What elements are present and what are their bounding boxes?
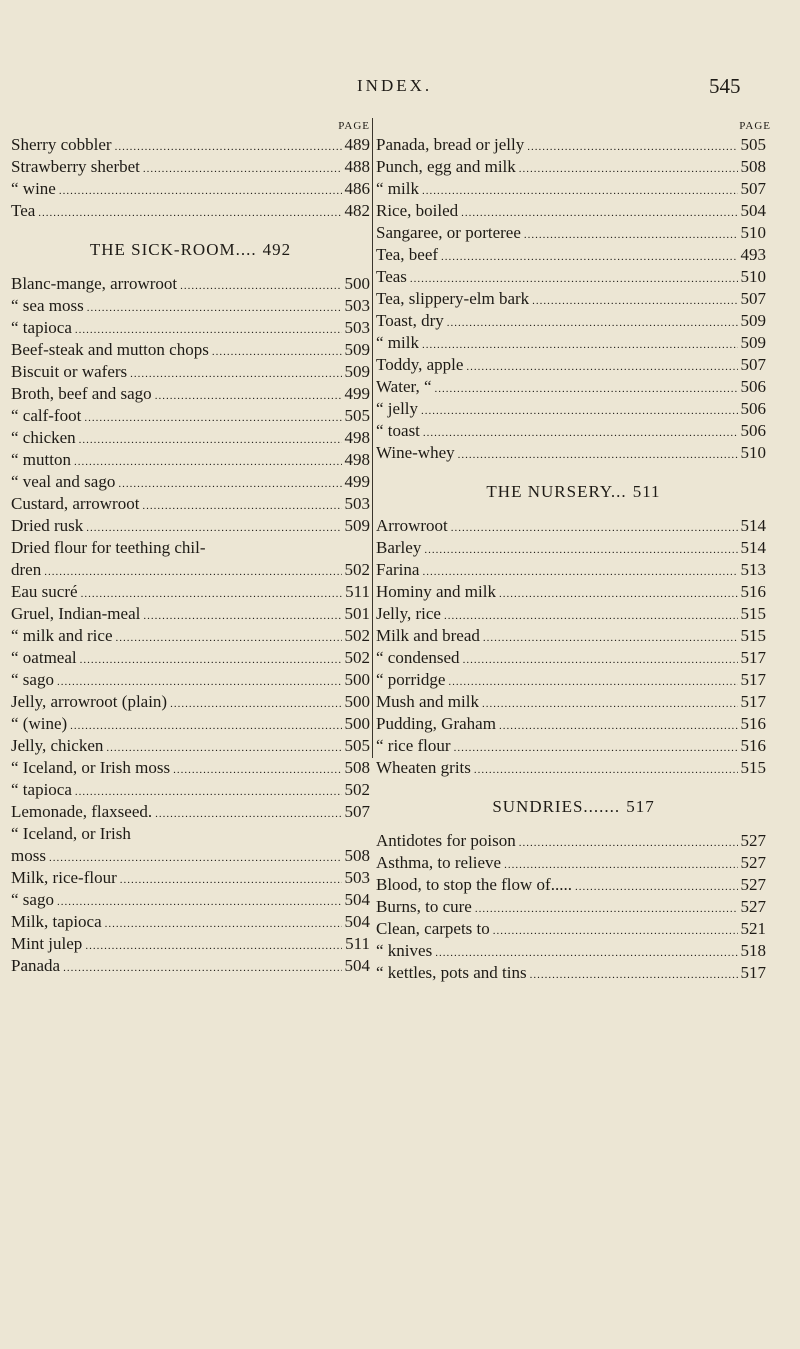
entry-page: 486 — [344, 179, 370, 198]
index-entry — [11, 735, 370, 757]
leader-dots — [118, 473, 341, 495]
index-entry — [11, 515, 370, 537]
section-heading-sundries — [376, 796, 771, 818]
entry-text: “ sago — [11, 890, 54, 909]
index-entry — [376, 559, 766, 581]
index-entry — [376, 266, 766, 288]
entry-page: 516 — [740, 714, 766, 733]
index-entry — [376, 398, 766, 420]
entry-text: Punch, egg and milk — [376, 157, 516, 176]
index-entry — [376, 757, 766, 779]
leader-dots — [424, 539, 737, 561]
index-entry — [376, 420, 766, 442]
entry-page: 515 — [740, 626, 766, 645]
entry-page: 510 — [740, 443, 766, 462]
leader-dots — [530, 964, 738, 986]
entry-text: “ sea moss — [11, 296, 84, 315]
index-entry — [376, 288, 766, 310]
entry-page: 516 — [740, 582, 766, 601]
leader-dots — [120, 869, 342, 891]
entry-text: Wheaten grits — [376, 758, 471, 777]
index-entry — [376, 625, 766, 647]
entry-page: 499 — [344, 384, 370, 403]
index-entry — [11, 537, 370, 559]
entry-text: Milk, rice-flour — [11, 868, 117, 887]
entry-text: Broth, beef and sago — [11, 384, 152, 403]
index-entry — [376, 603, 766, 625]
entry-text: “ milk and rice — [11, 626, 113, 645]
index-entry — [11, 867, 370, 889]
leader-dots — [435, 942, 737, 964]
leader-dots — [70, 715, 341, 737]
entry-page: 514 — [740, 538, 766, 557]
entry-page: 515 — [740, 604, 766, 623]
index-entry — [376, 962, 766, 984]
leader-dots — [63, 957, 341, 979]
index-entry — [11, 178, 370, 200]
entry-text: Blanc-mange, arrowroot — [11, 274, 178, 293]
entry-text: Strawberry sherbet — [11, 157, 140, 176]
entry-text: Gruel, Indian-meal — [11, 604, 141, 623]
index-entry — [376, 735, 766, 757]
leader-dots — [493, 920, 738, 942]
index-entry — [11, 339, 370, 361]
index-entry — [376, 376, 766, 398]
entry-page: 482 — [344, 201, 370, 220]
entry-text: “ toast — [376, 421, 420, 440]
leader-dots — [466, 356, 737, 378]
leader-dots — [448, 671, 737, 693]
entry-text: Lemonade, flaxseed. — [11, 802, 153, 821]
index-entry — [11, 669, 370, 691]
entry-text: “ chicken — [11, 428, 76, 447]
index-entry — [11, 955, 370, 977]
index-entry — [11, 405, 370, 427]
leader-dots — [80, 649, 342, 671]
leader-dots — [155, 803, 341, 825]
entry-text: Biscuit or wafers — [11, 362, 128, 381]
index-entry — [11, 801, 370, 823]
leader-dots — [142, 495, 341, 517]
leader-dots — [423, 422, 738, 444]
index-entry — [11, 845, 370, 867]
entry-page: 507 — [740, 289, 766, 308]
index-entry — [11, 691, 370, 713]
entry-page: 488 — [344, 157, 370, 176]
entry-text: Toddy, apple — [376, 355, 464, 374]
entry-page: 509 — [344, 340, 370, 359]
left-column — [11, 118, 370, 977]
entry-page: 508 — [344, 758, 370, 777]
entry-page: 517 — [740, 648, 766, 667]
section-page: 511 — [632, 482, 661, 501]
leader-dots — [463, 649, 738, 671]
entry-text: Sangaree, or porteree — [376, 223, 521, 242]
entry-text: Jelly, rice — [376, 604, 441, 623]
entry-text: Tea, slippery-elm bark — [376, 289, 530, 308]
index-entry — [376, 178, 766, 200]
entry-text: “ mutton — [11, 450, 71, 469]
entry-text: Mush and milk — [376, 692, 479, 711]
leader-dots — [532, 290, 737, 312]
leader-dots — [474, 759, 738, 781]
entry-text: “ jelly — [376, 399, 419, 418]
leader-dots — [212, 341, 342, 363]
index-entry — [11, 581, 370, 603]
leader-dots — [422, 180, 738, 202]
entry-page: 515 — [740, 758, 766, 777]
section-title: THE NURSERY... — [486, 482, 627, 501]
entry-page: 489 — [344, 135, 370, 154]
leader-dots — [451, 517, 738, 539]
leader-dots — [499, 583, 738, 605]
entry-text: “ knives — [376, 941, 433, 960]
entry-page: 499 — [344, 472, 370, 491]
entry-page: 517 — [740, 692, 766, 711]
index-entry — [11, 559, 370, 581]
entry-text: “ (wine) — [11, 714, 68, 733]
entry-page: 517 — [740, 670, 766, 689]
entry-text: Pudding, Graham — [376, 714, 496, 733]
running-head — [0, 76, 800, 106]
entry-text: Eau sucré — [11, 582, 78, 601]
index-entry — [376, 713, 766, 735]
section-page: 492 — [262, 240, 292, 259]
entry-text: Farina — [376, 560, 420, 579]
leader-dots — [105, 913, 342, 935]
entry-page: 527 — [740, 831, 766, 850]
entry-page: 502 — [344, 560, 370, 579]
leader-dots — [57, 671, 342, 693]
leader-dots — [441, 246, 737, 268]
entry-page: 527 — [740, 853, 766, 872]
leader-dots — [44, 561, 341, 583]
index-entry — [376, 874, 766, 896]
index-entry — [11, 493, 370, 515]
index-entry — [11, 889, 370, 911]
index-entry — [11, 134, 370, 156]
leader-dots — [504, 854, 737, 876]
entry-text: Teas — [376, 267, 407, 286]
index-entry — [11, 779, 370, 801]
entry-text: “ porridge — [376, 670, 446, 689]
nursery-entries — [376, 515, 771, 779]
entry-page: 518 — [740, 941, 766, 960]
index-entry — [376, 669, 766, 691]
entry-text: Wine-whey — [376, 443, 455, 462]
entry-page: 502 — [344, 626, 370, 645]
entry-text: Burns, to cure — [376, 897, 472, 916]
leader-dots — [519, 832, 738, 854]
index-entry — [376, 442, 766, 464]
index-entry — [376, 896, 766, 918]
column-page-label: PAGE — [739, 120, 771, 132]
entry-page: 510 — [740, 267, 766, 286]
entry-page: 503 — [344, 318, 370, 337]
entry-page: 506 — [740, 421, 766, 440]
right-top-entries — [376, 134, 771, 464]
entry-page: 508 — [344, 846, 370, 865]
section-heading-nursery — [376, 481, 771, 503]
entry-text: Clean, carpets to — [376, 919, 490, 938]
index-entry — [376, 222, 766, 244]
entry-text: Custard, arrowroot — [11, 494, 140, 513]
entry-page: 527 — [740, 897, 766, 916]
leader-dots — [458, 444, 738, 466]
leader-dots — [524, 224, 738, 246]
entry-page: 511 — [345, 582, 370, 601]
index-entry — [376, 200, 766, 222]
leader-dots — [575, 876, 738, 898]
entry-page: 511 — [345, 934, 370, 953]
entry-page: 502 — [344, 780, 370, 799]
index-entry — [11, 471, 370, 493]
entry-text: dren — [11, 560, 42, 579]
column-page-label: PAGE — [338, 120, 370, 132]
entry-text: Panada, bread or jelly — [376, 135, 525, 154]
entry-text: Dried flour for teething chil- — [11, 538, 206, 557]
entry-page: 498 — [344, 428, 370, 447]
leader-dots — [499, 715, 738, 737]
leader-dots — [422, 561, 737, 583]
entry-page: 500 — [344, 670, 370, 689]
leader-dots — [130, 363, 341, 385]
leader-dots — [81, 583, 343, 605]
leader-dots — [527, 136, 737, 158]
entry-text: Toast, dry — [376, 311, 444, 330]
index-entry — [376, 691, 766, 713]
entry-text: Hominy and milk — [376, 582, 496, 601]
leader-dots — [410, 268, 738, 290]
leader-dots — [116, 627, 342, 649]
leader-dots — [173, 759, 341, 781]
index-entry — [11, 757, 370, 779]
entry-text: Asthma, to relieve — [376, 853, 502, 872]
right-column — [372, 118, 771, 982]
entry-text: “ oatmeal — [11, 648, 77, 667]
index-entry — [11, 449, 370, 471]
leader-dots — [79, 429, 342, 451]
entry-text: Tea — [11, 201, 36, 220]
entry-page: 509 — [344, 362, 370, 381]
entry-page: 503 — [344, 868, 370, 887]
entry-page: 527 — [740, 875, 766, 894]
index-entry — [376, 332, 766, 354]
index-entry — [11, 317, 370, 339]
leader-dots — [421, 400, 737, 422]
entry-page: 504 — [344, 912, 370, 931]
index-entry — [11, 156, 370, 178]
section-page: 517 — [626, 797, 655, 816]
leader-dots — [38, 202, 341, 224]
leader-dots — [155, 385, 342, 407]
index-entry — [376, 244, 766, 266]
index-entry — [11, 911, 370, 933]
leader-dots — [180, 275, 341, 297]
entry-text: Water, “ — [376, 377, 432, 396]
entry-text: “ Iceland, or Irish — [11, 824, 131, 843]
entry-page: 516 — [740, 736, 766, 755]
entry-page: 503 — [344, 296, 370, 315]
index-entry — [376, 515, 766, 537]
entry-page: 505 — [344, 406, 370, 425]
index-entry — [11, 823, 370, 845]
entry-text: “ tapioca — [11, 780, 72, 799]
entry-page: 503 — [344, 494, 370, 513]
leader-dots — [49, 847, 342, 869]
leader-dots — [86, 517, 341, 539]
leader-dots — [422, 334, 738, 356]
leader-dots — [59, 180, 342, 202]
entry-page: 508 — [740, 157, 766, 176]
entry-text: Beef-steak and mutton chops — [11, 340, 209, 359]
entry-page: 509 — [740, 333, 766, 352]
index-entry — [376, 830, 766, 852]
leader-dots — [519, 158, 738, 180]
entry-page: 513 — [740, 560, 766, 579]
entry-page: 509 — [344, 516, 370, 535]
entry-text: Arrowroot — [376, 516, 448, 535]
entry-text: “ Iceland, or Irish moss — [11, 758, 171, 777]
entry-page: 493 — [740, 245, 766, 264]
index-entry — [11, 713, 370, 735]
entry-page: 509 — [740, 311, 766, 330]
entry-text: “ sago — [11, 670, 54, 689]
entry-text: Milk and bread — [376, 626, 480, 645]
entry-text: Sherry cobbler — [11, 135, 112, 154]
sundries-entries — [376, 830, 771, 984]
entry-text: Antidotes for poison — [376, 831, 516, 850]
left-top-entries — [11, 134, 370, 222]
entry-page: 506 — [740, 377, 766, 396]
index-entry — [376, 852, 766, 874]
index-entry — [11, 603, 370, 625]
leader-dots — [447, 312, 738, 334]
leader-dots — [84, 407, 341, 429]
index-entry — [11, 383, 370, 405]
leader-dots — [115, 136, 342, 158]
entry-text: “ rice flour — [376, 736, 451, 755]
entry-text: Rice, boiled — [376, 201, 459, 220]
entry-page: 510 — [740, 223, 766, 242]
index-entry — [11, 273, 370, 295]
leader-dots — [143, 605, 341, 627]
leader-dots — [75, 319, 342, 341]
entry-page: 521 — [740, 919, 766, 938]
leader-dots — [482, 693, 738, 715]
entry-page: 507 — [740, 355, 766, 374]
index-entry — [11, 647, 370, 669]
index-entry — [376, 310, 766, 332]
index-entry — [11, 933, 370, 955]
entry-text: “ tapioca — [11, 318, 72, 337]
entry-page: 504 — [344, 956, 370, 975]
entry-text: “ calf-foot — [11, 406, 82, 425]
leader-dots — [87, 297, 342, 319]
entry-text: Milk, tapioca — [11, 912, 102, 931]
leader-dots — [74, 451, 342, 473]
sick-room-entries — [11, 273, 370, 977]
leader-dots — [475, 898, 738, 920]
leader-dots — [143, 158, 342, 180]
leader-dots — [454, 737, 738, 759]
entry-page: 507 — [740, 179, 766, 198]
entry-text: moss — [11, 846, 46, 865]
index-entry — [376, 156, 766, 178]
entry-page: 507 — [344, 802, 370, 821]
index-entry — [376, 647, 766, 669]
entry-page: 514 — [740, 516, 766, 535]
entry-text: “ veal and sago — [11, 472, 116, 491]
leader-dots — [57, 891, 342, 913]
entry-page: 505 — [344, 736, 370, 755]
leader-dots — [483, 627, 738, 649]
index-entry — [11, 295, 370, 317]
index-entry — [376, 918, 766, 940]
entry-page: 505 — [740, 135, 766, 154]
entry-text: “ kettles, pots and tins — [376, 963, 527, 982]
index-entry — [376, 581, 766, 603]
entry-text: “ wine — [11, 179, 56, 198]
entry-text: Dried rusk — [11, 516, 84, 535]
entry-text: Jelly, arrowroot (plain) — [11, 692, 168, 711]
leader-dots — [85, 935, 342, 957]
entry-page: 500 — [344, 714, 370, 733]
entry-text: “ milk — [376, 179, 419, 198]
entry-text: “ milk — [376, 333, 419, 352]
entry-text: Tea, beef — [376, 245, 439, 264]
section-title: THE SICK-ROOM.... — [89, 240, 257, 259]
entry-page: 517 — [740, 963, 766, 982]
entry-text: Blood, to stop the flow of..... — [376, 875, 572, 894]
section-title: SUNDRIES....... — [492, 797, 621, 816]
entry-text: “ condensed — [376, 648, 460, 667]
entry-text: Mint julep — [11, 934, 83, 953]
entry-page: 504 — [740, 201, 766, 220]
leader-dots — [444, 605, 738, 627]
leader-dots — [461, 202, 737, 224]
entry-page: 506 — [740, 399, 766, 418]
index-entry — [376, 134, 766, 156]
leader-dots — [75, 781, 342, 803]
index-entry — [11, 361, 370, 383]
leader-dots — [170, 693, 341, 715]
index-entry — [11, 625, 370, 647]
entry-page: 500 — [344, 692, 370, 711]
index-entry — [376, 537, 766, 559]
section-heading-sick-room — [11, 239, 370, 261]
index-entry — [376, 940, 766, 962]
entry-page: 500 — [344, 274, 370, 293]
entry-text: Jelly, chicken — [11, 736, 104, 755]
leader-dots — [435, 378, 738, 400]
page-number: 545 — [709, 74, 741, 98]
entry-page: 501 — [344, 604, 370, 623]
index-entry — [376, 354, 766, 376]
entry-page: 498 — [344, 450, 370, 469]
entry-page: 502 — [344, 648, 370, 667]
entry-text: Barley — [376, 538, 422, 557]
entry-page: 504 — [344, 890, 370, 909]
running-head-title: INDEX. — [357, 76, 433, 95]
index-entry — [11, 427, 370, 449]
leader-dots — [106, 737, 341, 759]
entry-text: Panada — [11, 956, 61, 975]
index-entry — [11, 200, 370, 222]
